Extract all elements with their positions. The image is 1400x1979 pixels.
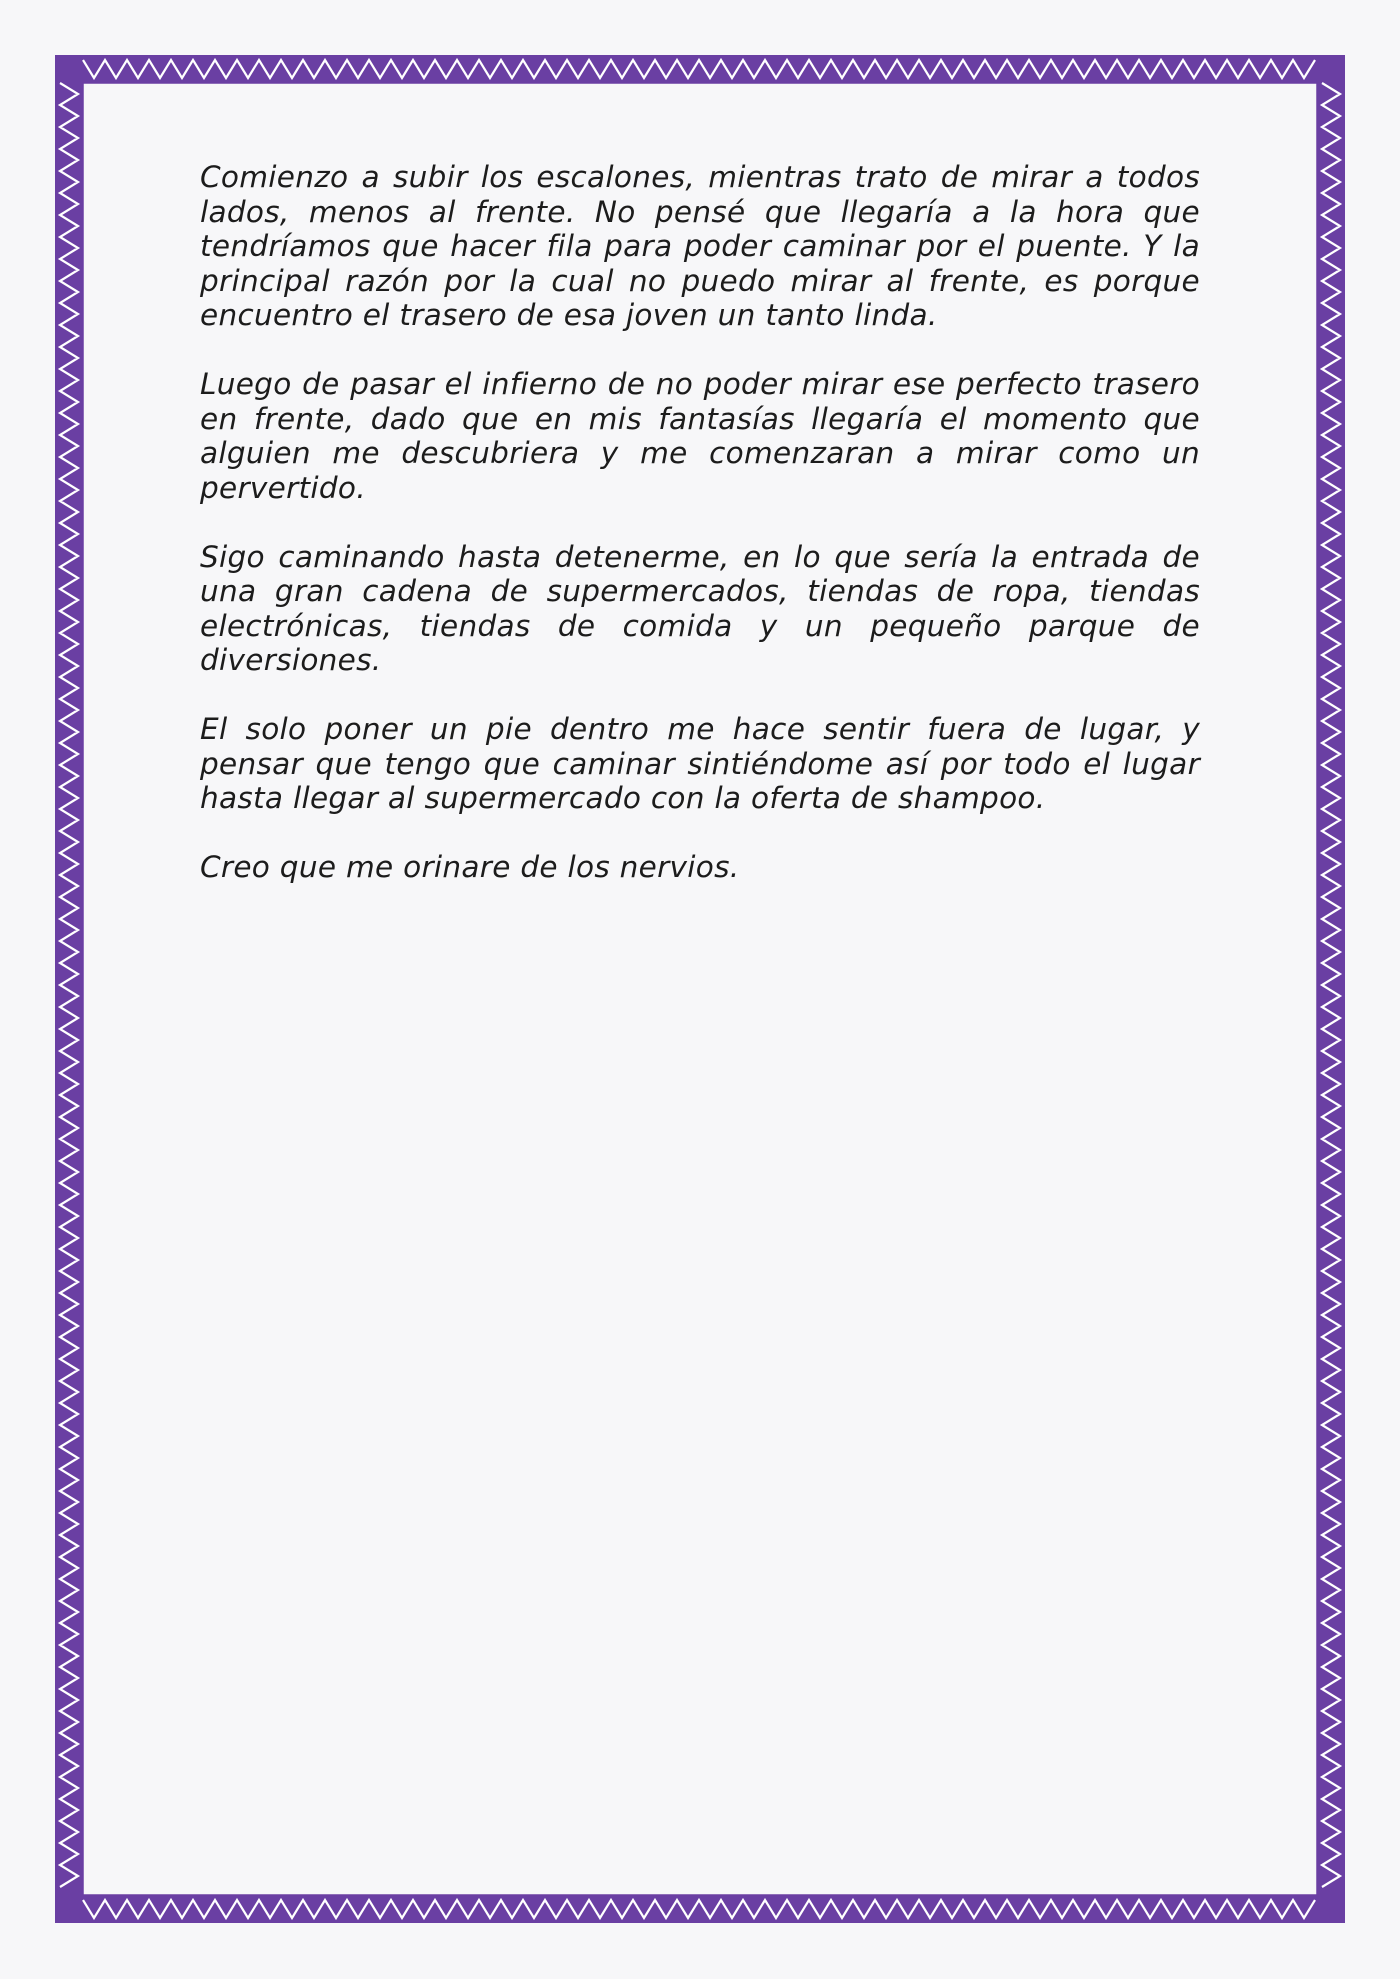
paragraph-5: Creo que me orinare de los nervios. [200, 850, 740, 884]
paragraph-1: Comienzo a subir los escalones, mientras trato de mirar a todos lados, menos al frente. No pensé que llegaría a la hora que tendríamos que hacer fila para poder caminar por el puente. Y la principal razón por la cual no puedo mirar al frente, es porque encuentro el trasero de esa joven un tanto linda. [200, 160, 1200, 332]
paragraph-3: Sigo caminando hasta detenerme, en lo que sería la entrada de una gran cadena de supermercados, tiendas de ropa, tiendas electrónicas, tiendas de comida y un pequeño parque de diversiones. [200, 539, 1200, 677]
document-body [200, 160, 1200, 919]
paragraph-2: Luego de pasar el infierno de no poder mirar ese perfecto trasero en frente, dado que en mis fantasías llegaría el momento que alguien me descubriera y me comenzaran a mirar como un pervertido. [200, 367, 1200, 505]
paragraph-4: El solo poner un pie dentro me hace sentir fuera de lugar, y pensar que tengo que caminar sintiéndome así por todo el lugar hasta llegar al supermercado con la oferta de shampoo. [200, 712, 1200, 815]
